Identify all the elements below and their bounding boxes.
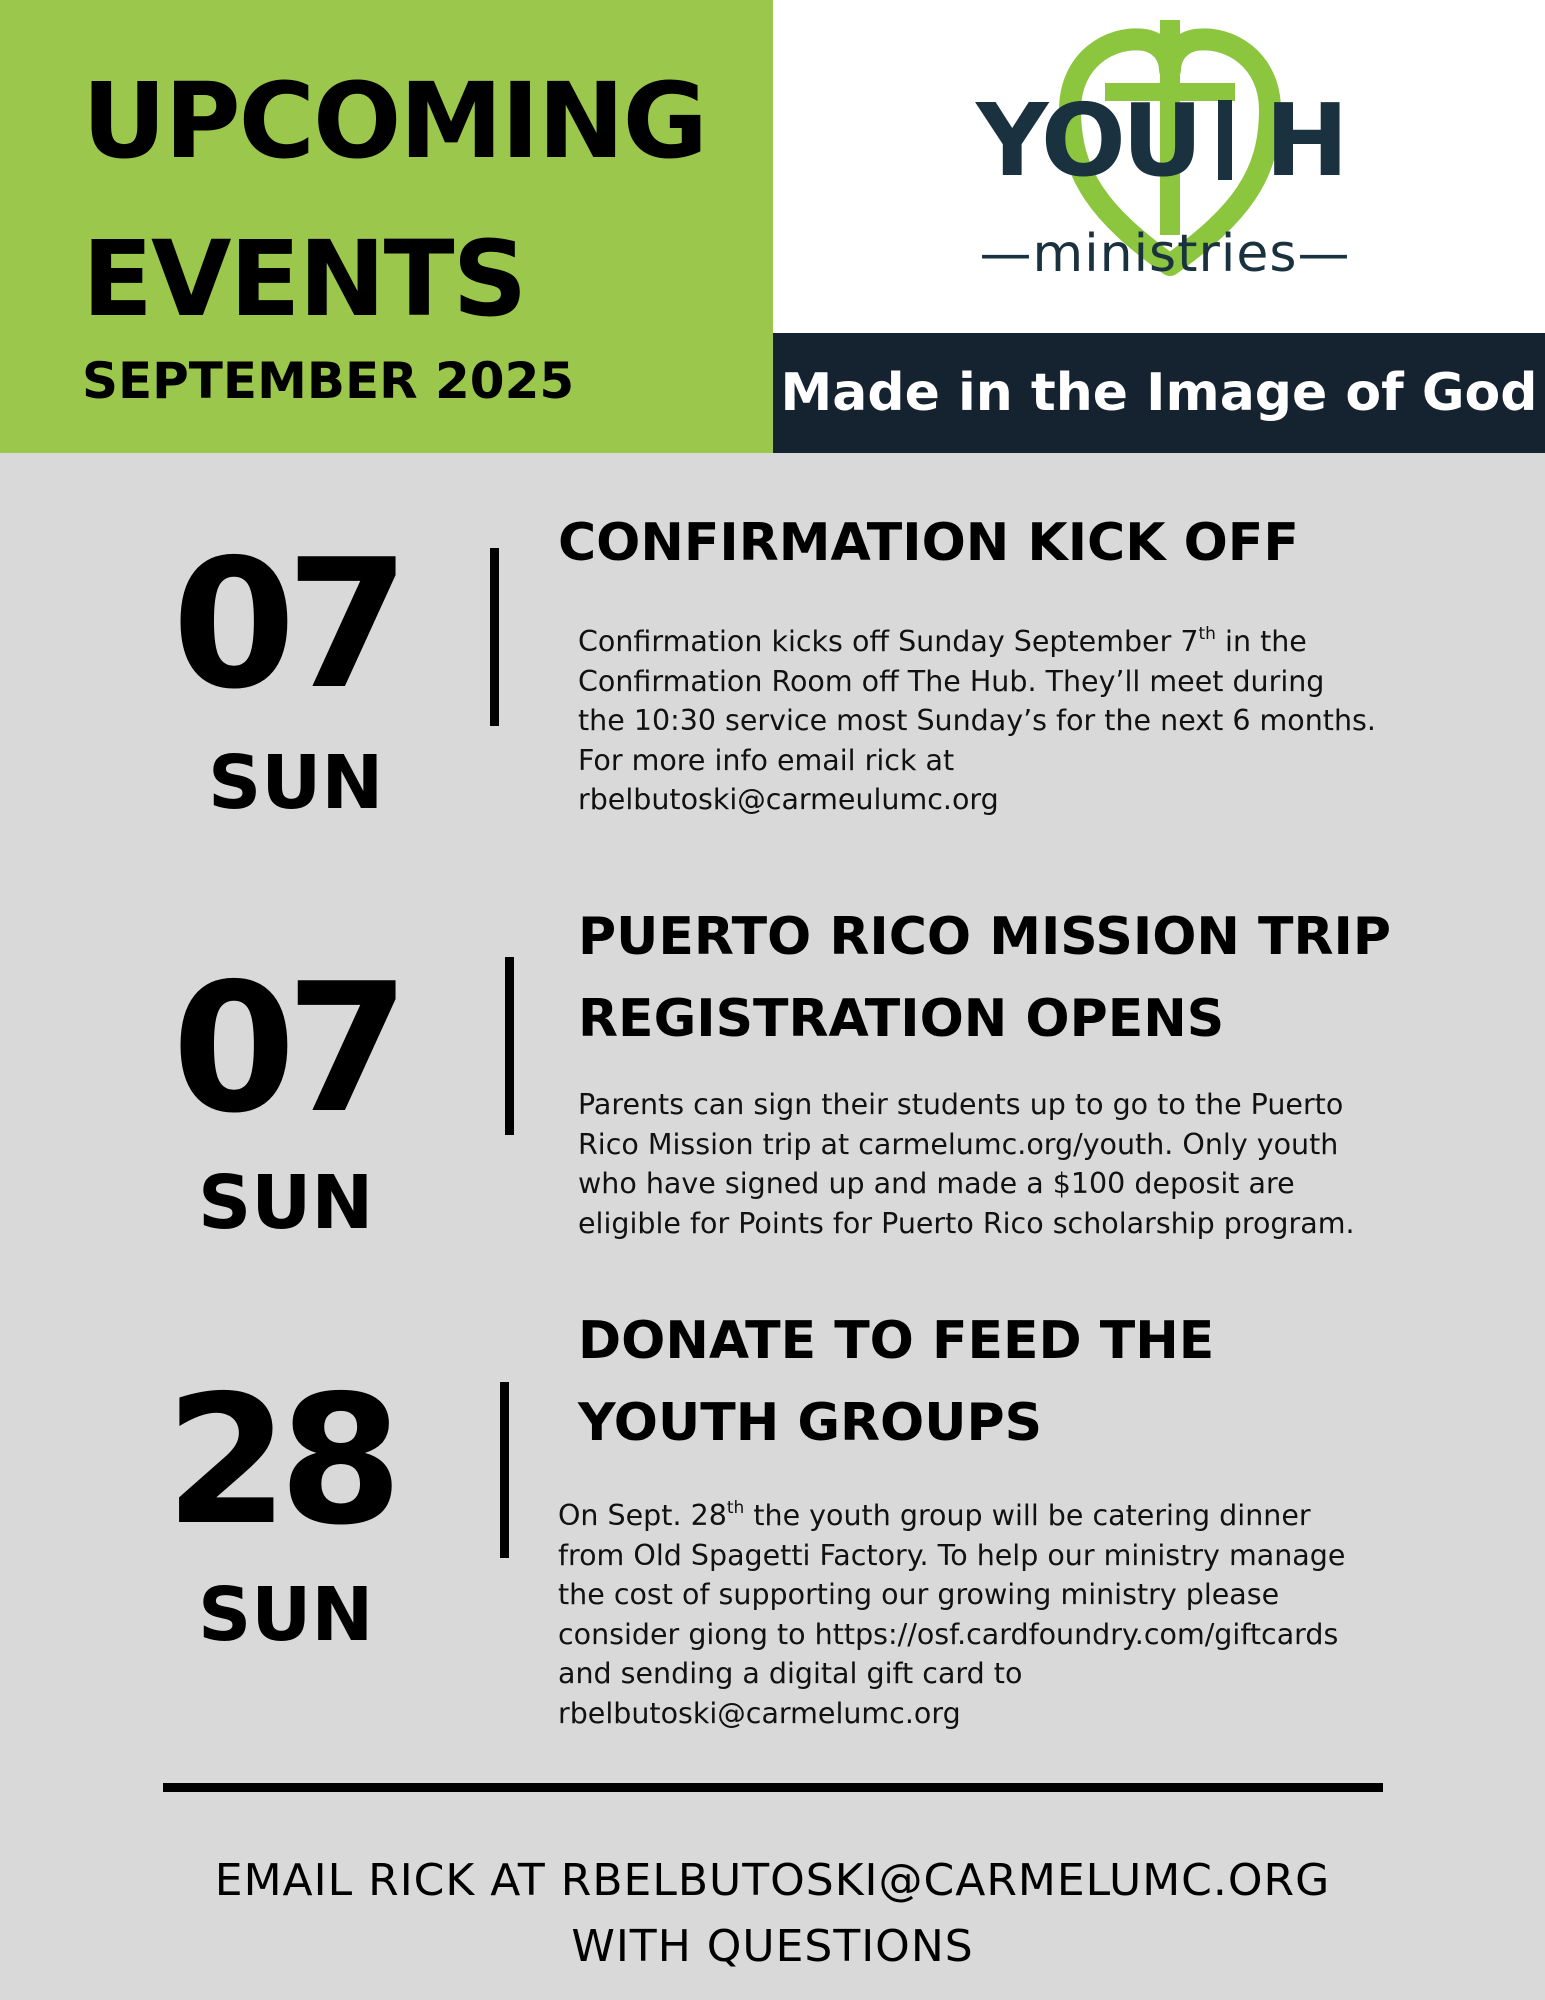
event-weekday: SUN bbox=[198, 1160, 374, 1246]
logo-t-stem-icon bbox=[1218, 100, 1232, 180]
event-day: 07 bbox=[172, 945, 400, 1152]
event-divider bbox=[505, 957, 514, 1135]
event-day: 28 bbox=[165, 1357, 393, 1564]
tagline: Made in the Image of God bbox=[780, 363, 1538, 423]
footer-divider bbox=[163, 1783, 1383, 1792]
event-title: PUERTO RICO MISSION TRIP REGISTRATION OPENS bbox=[578, 907, 1392, 1049]
event-weekday: SUN bbox=[208, 740, 384, 826]
event-divider bbox=[490, 548, 499, 726]
footer-line-1: EMAIL RICK AT RBELBUTOSKI@CARMELUMC.ORG bbox=[214, 1855, 1331, 1906]
event-title: DONATE TO FEED THE YOUTH GROUPS bbox=[578, 1311, 1215, 1453]
event-description: On Sept. 28th the youth group will be catering dinner from Old Spagetti Factory. To help our ministry manage the cost of supporting our growing ministry please consider giong to https://osf.cardfoundry.com/giftcards and sending a digital gift card to rbelbutoski@carmelumc.org bbox=[558, 1498, 1346, 1730]
logo-word: YOU bbox=[976, 82, 1200, 199]
page-title bbox=[82, 42, 762, 358]
logo-subtitle: —ministries— bbox=[979, 224, 1351, 284]
logo-word-end: H bbox=[1265, 82, 1349, 199]
title-line-2: EVENTS bbox=[82, 218, 526, 340]
event-day: 07 bbox=[172, 521, 400, 728]
footer-contact bbox=[0, 1848, 1545, 1980]
event-title: CONFIRMATION KICK OFF bbox=[558, 513, 1299, 573]
tagline-bar bbox=[773, 333, 1545, 453]
title-line-1: UPCOMING bbox=[82, 60, 706, 182]
footer-line-2: WITH QUESTIONS bbox=[571, 1921, 974, 1972]
event-weekday: SUN bbox=[198, 1572, 374, 1658]
event-description: Confirmation kicks off Sunday September 7th in the Confirmation Room off The Hub. They’ll meet during the 10:30 service most Sunday’s for the next 6 months. For more info email rick at rbelbutoski@carmeulumc.org bbox=[578, 624, 1376, 816]
month-label: SEPTEMBER 2025 bbox=[82, 352, 575, 410]
event-divider bbox=[500, 1382, 509, 1558]
event-description: Parents can sign their students up to go to the Puerto Rico Mission trip at carmelumc.org/youth. Only youth who have signed up and made a $100 deposit are eligible for Points for Puerto Rico scholarship program. bbox=[578, 1088, 1355, 1240]
